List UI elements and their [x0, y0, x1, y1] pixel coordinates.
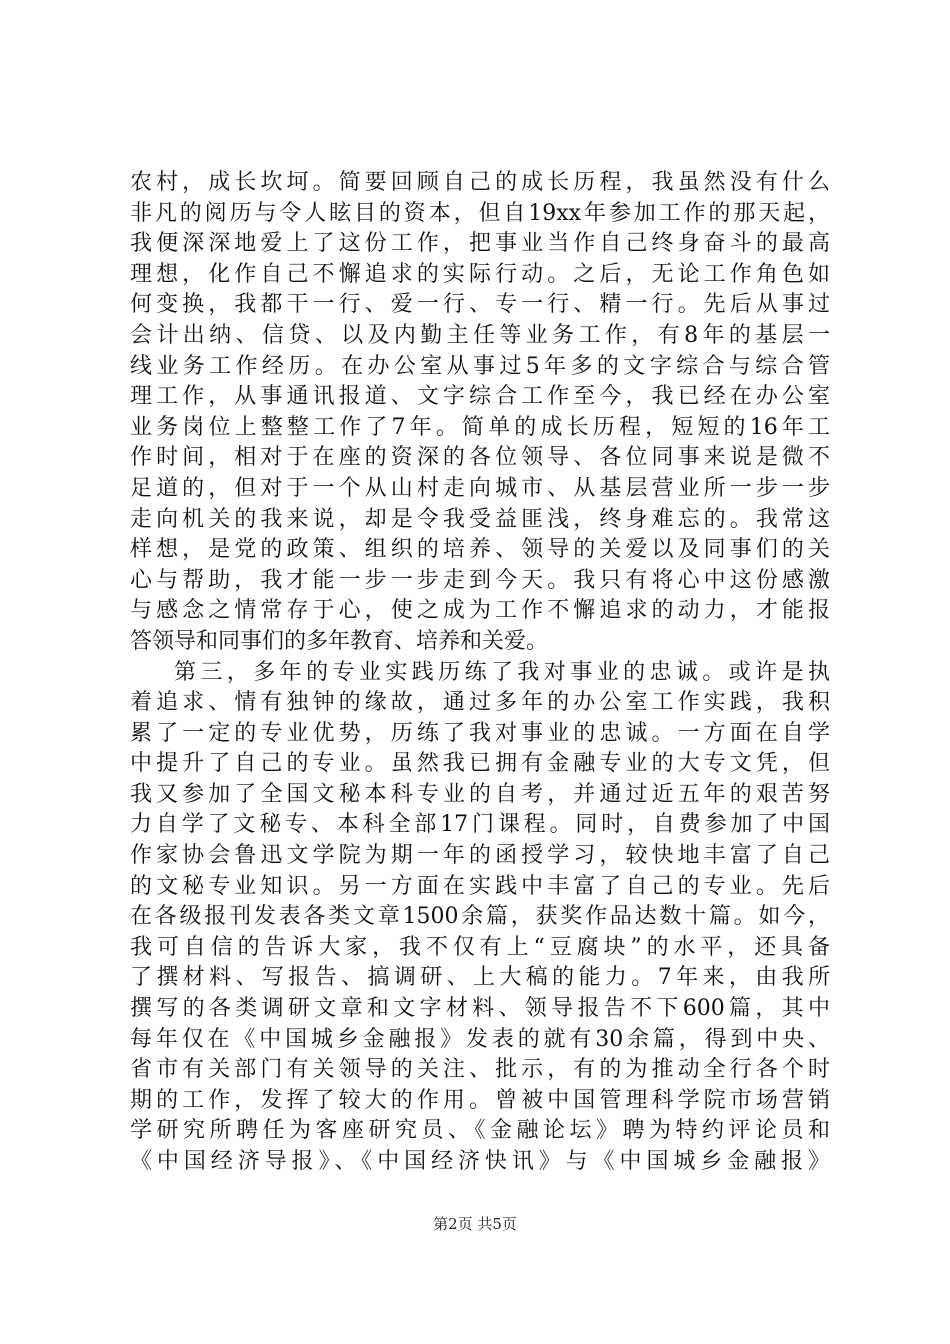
text-line: 撰写的各类调研文章和文字材料、领导报告不下600篇，其中	[130, 996, 830, 1022]
text-line: 非凡的阅历与令人眩目的资本，但自19xx年参加工作的那天起，	[130, 200, 830, 226]
text-line: 理想，化作自己不懈追求的实际行动。之后，无论工作角色如	[130, 261, 830, 287]
text-line: 心与帮助，我才能一步一步走到今天。我只有将心中这份感激	[130, 567, 830, 593]
text-line: 我便深深地爱上了这份工作，把事业当作自己终身奋斗的最高	[130, 231, 830, 257]
text-line: 线业务工作经历。在办公室从事过5年多的文字综合与综合管	[130, 353, 830, 379]
text-line: 作时间，相对于在座的资深的各位领导、各位同事来说是微不	[130, 445, 830, 471]
text-line: 农村，成长坎坷。简要回顾自己的成长历程，我虽然没有什么	[130, 170, 830, 195]
text-line: 省市有关部门有关领导的关注、批示，有的为推动全行各个时	[130, 1057, 830, 1083]
text-line: 在各级报刊发表各类文章1500余篇，获奖作品达数十篇。如今，	[130, 904, 830, 930]
text-line: 理工作，从事通讯报道、文字综合工作至今，我已经在办公室	[130, 384, 830, 410]
text-line: 走向机关的我来说，却是令我受益匪浅，终身难忘的。我常这	[130, 506, 830, 532]
paragraph-start-line: 第三，多年的专业实践历练了我对事业的忠诚。或许是执	[174, 659, 830, 685]
text-line: 每年仅在《中国城乡金融报》发表的就有30余篇，得到中央、	[130, 1026, 830, 1052]
text-line: 业务岗位上整整工作了7年。简单的成长历程，短短的16年工	[130, 414, 830, 440]
text-line: 我又参加了全国文秘本科专业的自考，并通过近五年的艰苦努	[130, 781, 830, 807]
paragraph-end-line: 答领导和同事们的多年教育、培养和关爱。	[130, 628, 549, 654]
text-line: 了撰材料、写报告、搞调研、上大稿的能力。7年来，由我所	[130, 965, 830, 991]
text-line: 足道的，但对于一个从山村走向城市、从基层营业所一步一步	[130, 475, 830, 501]
text-line: 样想，是党的政策、组织的培养、领导的关爱以及同事们的关	[130, 537, 830, 563]
text-line: 学研究所聘任为客座研究员、《金融论坛》聘为特约评论员和	[130, 1118, 830, 1144]
text-line: 我可自信的告诉大家，我不仅有上“豆腐块”的水平，还具备	[130, 934, 830, 960]
page-number-footer: 第2页 共5页	[433, 1215, 517, 1233]
text-line: 中提升了自己的专业。虽然我已拥有金融专业的大专文凭，但	[130, 751, 830, 777]
text-line: 着追求、情有独钟的缘故，通过多年的办公室工作实践，我积	[130, 690, 830, 716]
text-line: 的文秘专业知识。另一方面在实践中丰富了自己的专业。先后	[130, 873, 830, 899]
body-text	[130, 168, 830, 1178]
text-line: 期的工作，发挥了较大的作用。曾被中国管理科学院市场营销	[130, 1087, 830, 1113]
text-line: 会计出纳、信贷、以及内勤主任等业务工作，有8年的基层一	[130, 322, 830, 348]
text-line: 作家协会鲁迅文学院为期一年的函授学习，较快地丰富了自己	[130, 843, 830, 869]
text-line: 何变换，我都干一行、爱一行、专一行、精一行。先后从事过	[130, 292, 830, 318]
text-line: 与感念之情常存于心，使之成为工作不懈追求的动力，才能报	[130, 598, 830, 624]
text-line: 《中国经济导报》、《中国经济快讯》与《中国城乡金融报》	[130, 1149, 830, 1174]
text-line: 力自学了文秘专、本科全部17门课程。同时，自费参加了中国	[130, 812, 830, 838]
text-line: 累了一定的专业优势，历练了我对事业的忠诚。一方面在自学	[130, 720, 830, 746]
